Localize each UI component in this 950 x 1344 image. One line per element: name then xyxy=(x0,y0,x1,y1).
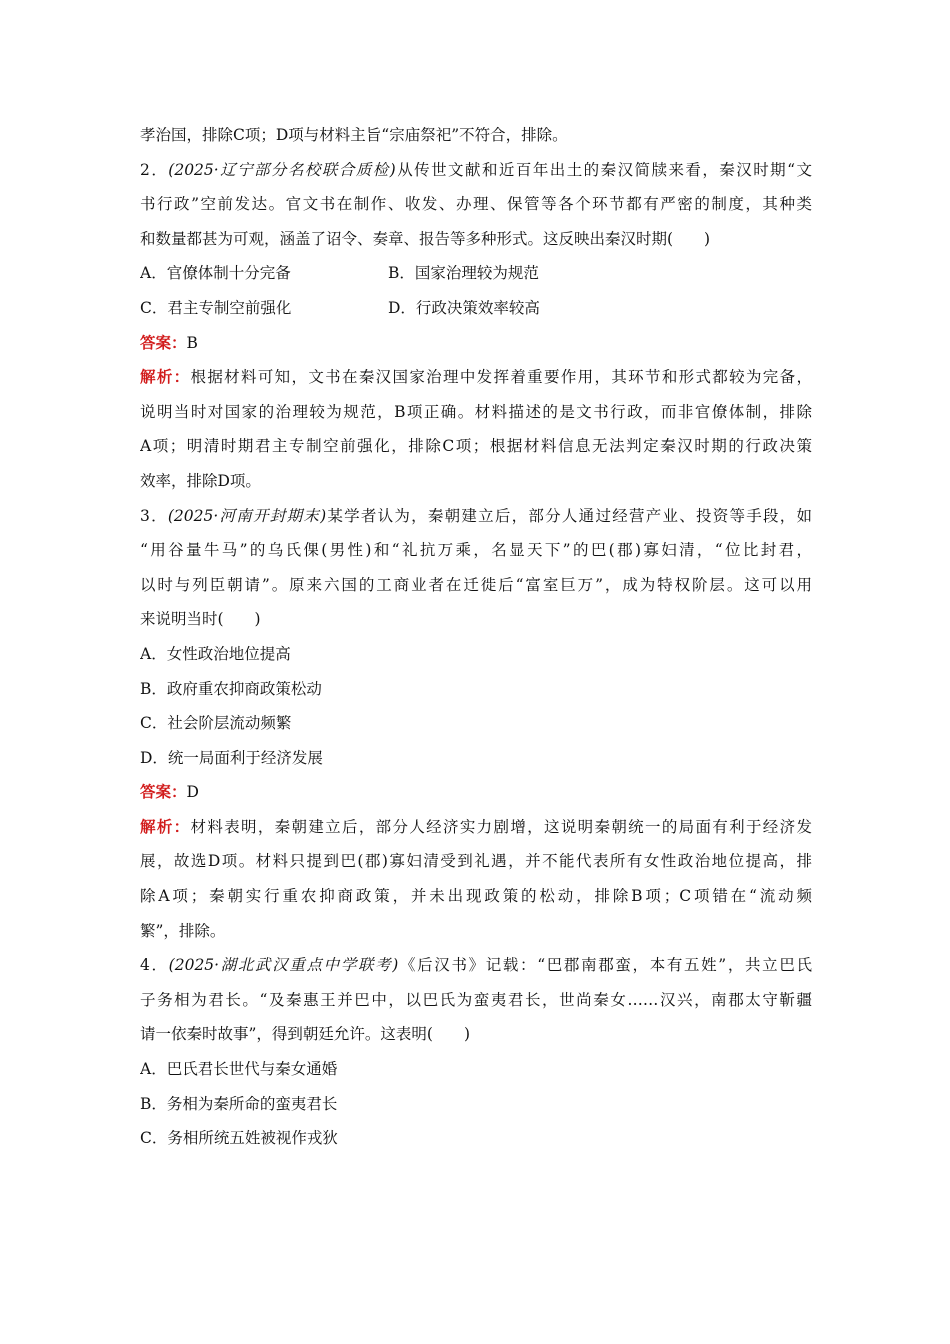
q3-analysis-line-3: 除A项；秦朝实行重农抑商政策，并未出现政策的松动，排除B项；C项错在“流动频 xyxy=(140,887,812,906)
q3-stem-line-1 xyxy=(140,499,812,534)
q3-answer-label: 答案： xyxy=(140,782,187,802)
q2-stem-line-2: 书行政”空前发达。官文书在制作、收发、办理、保管等各个环节都有严密的制度，其种类 xyxy=(140,195,812,214)
q4-option-a: A．巴氏君长世代与秦女通婚 xyxy=(140,1060,338,1079)
q2-stem-line-3: 和数量都甚为可观，涵盖了诏令、奏章、报告等多种形式。这反映出秦汉时期( ) xyxy=(140,229,711,248)
q2-option-c: C．君主专制空前强化 xyxy=(140,298,292,317)
q2-answer xyxy=(140,326,812,361)
q2-analysis-label: 解析： xyxy=(140,367,191,387)
q3-stem-line-3: 以时与列臣朝请”。原来六国的工商业者在迁徙后“富室巨万”，成为特权阶层。这可以用 xyxy=(140,575,812,594)
q2-option-b: B．国家治理较为规范 xyxy=(388,264,539,283)
q3-stem-text-1: 某学者认为，秦朝建立后，部分人通过经营产业、投资等手段，如 xyxy=(326,506,812,525)
q2-number: 2． xyxy=(140,160,169,179)
q3-stem-line-2: “用谷量牛马”的乌氏倮(男性)和“礼抗万乘，名显天下”的巴(郡)寡妇清，“位比封君， xyxy=(140,541,812,560)
q4-source: (2025·湖北武汉重点中学联考) xyxy=(168,956,399,975)
q4-stem-line-2: 子务相为君长。“及秦惠王并巴中，以巴氏为蛮夷君长，世尚秦女……汉兴，南郡太守靳疆 xyxy=(140,990,812,1009)
q2-analysis-text-1: 根据材料可知，文书在秦汉国家治理中发挥着重要作用，其环节和形式都较为完备， xyxy=(190,368,812,387)
q2-analysis-line-4: 效率，排除D项。 xyxy=(140,471,261,490)
q2-options-row-1 xyxy=(140,256,812,291)
q3-analysis-line-1 xyxy=(140,810,812,845)
q4-stem-line-1 xyxy=(140,948,812,983)
q2-stem-line-1 xyxy=(140,153,812,188)
q3-answer-value: D xyxy=(186,783,199,802)
q3-analysis-line-4: 繁”，排除。 xyxy=(140,921,226,940)
q2-analysis-line-1 xyxy=(140,360,812,395)
q3-option-b: B．政府重农抑商政策松动 xyxy=(140,679,322,698)
q3-stem-line-4: 来说明当时( ) xyxy=(140,610,261,629)
q4-number: 4． xyxy=(140,956,169,975)
q2-answer-label: 答案： xyxy=(140,332,187,352)
q2-answer-value: B xyxy=(186,333,198,352)
q2-options-row-2 xyxy=(140,291,812,326)
q2-analysis-line-2: 说明当时对国家的治理较为规范，B项正确。材料描述的是文书行政，而非官僚体制，排除 xyxy=(140,402,812,421)
q3-analysis-label: 解析： xyxy=(140,816,191,836)
q2-source: (2025·辽宁部分名校联合质检) xyxy=(168,160,396,179)
q2-stem-text-1: 从传世文献和近百年出土的秦汉简牍来看，秦汉时期“文 xyxy=(395,160,812,179)
q3-option-d: D．统一局面利于经济发展 xyxy=(140,748,323,767)
q3-option-c: C．社会阶层流动频繁 xyxy=(140,714,292,733)
q3-source: (2025·河南开封期末) xyxy=(167,506,327,525)
q4-stem-text-1: 《后汉书》记载：“巴郡南郡蛮，本有五姓”，共立巴氏 xyxy=(398,956,812,975)
q4-option-b: B．务相为秦所命的蛮夷君长 xyxy=(140,1094,338,1113)
q3-answer xyxy=(140,775,812,810)
q3-analysis-line-2: 展，故选D项。材料只提到巴(郡)寡妇清受到礼遇，并不能代表所有女性政治地位提高，排 xyxy=(140,852,812,871)
q3-option-a: A．女性政治地位提高 xyxy=(140,644,291,663)
q3-number: 3． xyxy=(140,506,168,525)
q2-analysis-line-3: A项；明清时期君主专制空前强化，排除C项；根据材料信息无法判定秦汉时期的行政决策 xyxy=(140,437,812,456)
q4-option-c: C．务相所统五姓被视作戎狄 xyxy=(140,1129,338,1148)
q4-stem-line-3: 请一依秦时故事”，得到朝廷允许。这表明( ) xyxy=(140,1025,471,1044)
document-page xyxy=(140,118,812,1156)
q1-analysis-tail: 孝治国，排除C项；D项与材料主旨“宗庙祭祀”不符合，排除。 xyxy=(140,126,568,144)
q2-option-a: A．官僚体制十分完备 xyxy=(140,264,291,283)
q2-option-d: D．行政决策效率较高 xyxy=(388,298,540,317)
q3-analysis-text-1: 材料表明，秦朝建立后，部分人经济实力剧增，这说明秦朝统一的局面有利于经济发 xyxy=(190,817,812,836)
